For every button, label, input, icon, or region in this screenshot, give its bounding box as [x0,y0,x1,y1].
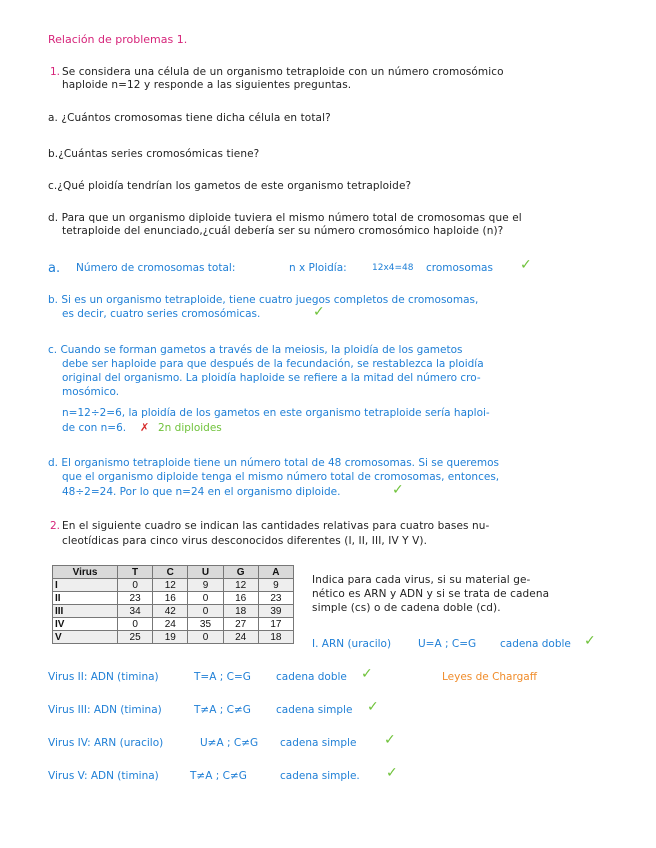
table-row [53,579,294,592]
answer-a-calc: 12x4=48 [372,263,414,273]
instruction-line3: simple (cs) o de cadena doble (cd). [312,602,501,614]
table-cell: V [53,631,118,644]
check-icon: ✓ [313,304,325,320]
table-cell: 39 [258,605,293,618]
table-header-row [53,566,294,579]
virus-ii-type: cadena doble [276,671,347,683]
table-cell: 25 [118,631,153,644]
answer-a-word: cromosomas [426,262,493,274]
virus-i-rule: U=A ; C=G [418,638,477,650]
page-title: Relación de problemas 1. [48,33,188,46]
check-icon: ✓ [367,699,379,715]
question-1-number: 1. [50,66,61,78]
virus-i-label: I. ARN (uracilo) [312,638,392,650]
answer-d-line3: 48÷2=24. Por lo que n=24 en el organismo diploide. [62,486,341,498]
table-cell: 0 [118,618,153,631]
check-icon: ✓ [386,765,398,781]
table-cell: 35 [188,618,223,631]
answer-c-correction: 2n diploides [158,422,222,434]
virus-v-type: cadena simple. [280,770,360,782]
question-a: a. ¿Cuántos cromosomas tiene dicha célula en total? [48,112,331,124]
virus-iii-label: Virus III: ADN (timina) [48,704,162,716]
virus-ii-label: Virus II: ADN (timina) [48,671,159,683]
table-row [53,605,294,618]
instruction-line2: nético es ARN y ADN y si se trata de cadena [312,588,550,600]
table-cell: 42 [153,605,188,618]
table-cell: 17 [258,618,293,631]
table-cell: 0 [118,579,153,592]
table-header: Virus [53,566,118,579]
table-cell: 27 [223,618,258,631]
table-cell: 16 [223,592,258,605]
question-d-line2: tetraploide del enunciado,¿cuál debería ser su número cromosómico haploide (n)? [62,225,504,237]
question-2-number: 2. [50,520,61,532]
check-icon: ✓ [584,633,596,649]
chargaff-note: Leyes de Chargaff [442,671,537,683]
answer-c-line1: c. Cuando se forman gametos a través de la meiosis, la ploidía de los gametos [48,344,463,356]
table-cell: I [53,579,118,592]
virus-table [52,565,294,644]
answer-a-label: a. [48,261,61,276]
table-cell: 9 [258,579,293,592]
answer-b-line2: es decir, cuatro series cromosómicas. [62,308,261,320]
table-cell: 12 [223,579,258,592]
virus-i-type: cadena doble [500,638,571,650]
answer-c-line6: de con n=6. [62,422,127,434]
answer-c-line2: debe ser haploide para que después de la fecundación, se restablezca la ploidía [62,358,484,370]
question-1-line2: haploide n=12 y responde a las siguientes preguntas. [62,79,352,91]
question-2-line1: En el siguiente cuadro se indican las cantidades relativas para cuatro bases nu- [62,520,490,532]
answer-c-line5: n=12÷2=6, la ploidía de los gametos en este organismo tetraploide sería haploi- [62,407,490,419]
cross-icon: ✗ [140,421,150,434]
question-1-line1: Se considera una célula de un organismo tetraploide con un número cromosómico [62,66,504,78]
table-cell: 18 [223,605,258,618]
table-row [53,592,294,605]
answer-b-line1: b. Si es un organismo tetraploide, tiene cuatro juegos completos de cromosomas, [48,294,479,306]
answer-d-line1: d. El organismo tetraploide tiene un número total de 48 cromosomas. Si se queremos [48,457,499,469]
check-icon: ✓ [384,732,396,748]
table-header: G [223,566,258,579]
table-cell: 18 [258,631,293,644]
table-cell: 0 [188,592,223,605]
answer-c-line4: mosómico. [62,386,120,398]
table-cell: 23 [258,592,293,605]
table-cell: 0 [188,631,223,644]
table-cell: II [53,592,118,605]
table-cell: 0 [188,605,223,618]
check-icon: ✓ [361,666,373,682]
table-cell: 34 [118,605,153,618]
virus-iv-type: cadena simple [280,737,357,749]
question-d-line1: d. Para que un organismo diploide tuviera el mismo número total de cromosomas que el [48,212,522,224]
table-header: T [118,566,153,579]
table-header: A [258,566,293,579]
table-row [53,631,294,644]
table-cell: 16 [153,592,188,605]
virus-ii-rule: T=A ; C=G [194,671,251,683]
table-cell: 19 [153,631,188,644]
answer-a-formula: n x Ploidía: [289,262,347,274]
answer-d-line2: que el organismo diploide tenga el mismo número total de cromosomas, entonces, [62,471,500,483]
virus-iv-label: Virus IV: ARN (uracilo) [48,737,164,749]
virus-iii-type: cadena simple [276,704,353,716]
question-c: c.¿Qué ploidía tendrían los gametos de este organismo tetraploide? [48,180,412,192]
virus-iii-rule: T≠A ; C≠G [194,704,251,716]
table-cell: 12 [153,579,188,592]
answer-c-line3: original del organismo. La ploidía haploide se refiere a la mitad del número cro- [62,372,481,384]
check-icon: ✓ [520,257,532,273]
table-header: U [188,566,223,579]
table-cell: 9 [188,579,223,592]
check-icon: ✓ [392,482,404,498]
instruction-line1: Indica para cada virus, si su material ge- [312,574,531,586]
question-b: b.¿Cuántas series cromosómicas tiene? [48,148,260,160]
table-row [53,618,294,631]
table-cell: 24 [153,618,188,631]
virus-v-label: Virus V: ADN (timina) [48,770,159,782]
question-2-line2: cleotídicas para cinco virus desconocidos diferentes (I, II, III, IV Y V). [62,535,428,547]
virus-v-rule: T≠A ; C≠G [190,770,247,782]
table-header: C [153,566,188,579]
table-cell: IV [53,618,118,631]
table-cell: III [53,605,118,618]
table-cell: 24 [223,631,258,644]
virus-iv-rule: U≠A ; C≠G [200,737,259,749]
table-cell: 23 [118,592,153,605]
answer-a-text: Número de cromosomas total: [76,262,236,274]
